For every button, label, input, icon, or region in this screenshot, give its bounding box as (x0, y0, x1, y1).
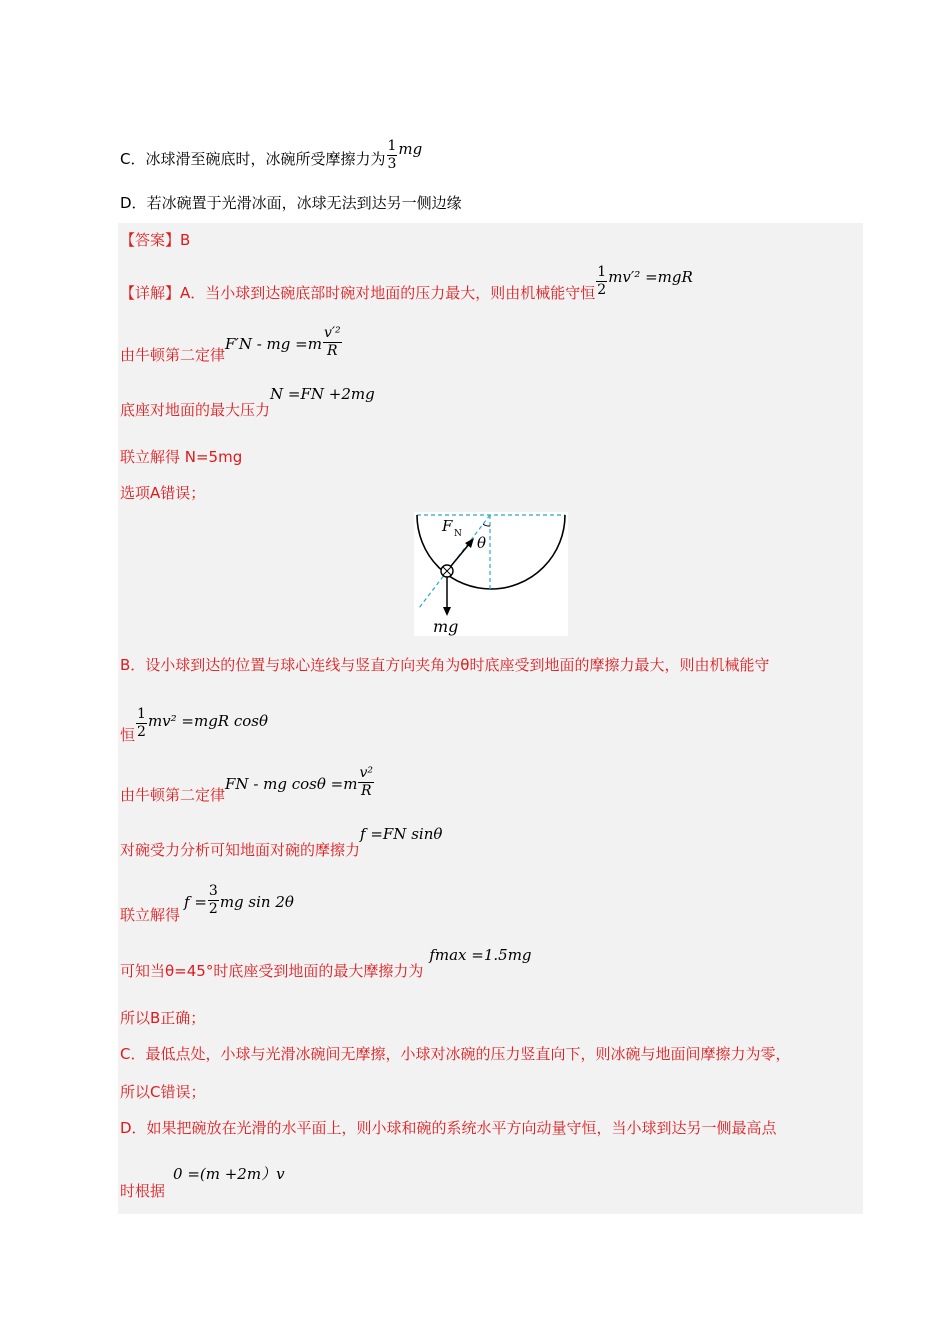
fig-fn-sub: N (454, 529, 462, 539)
fig-theta-label: θ (477, 534, 487, 552)
b-solve-fraction: $\frac{3}{2}$ (208, 883, 218, 917)
option-d-label: D． (120, 194, 147, 212)
b-energy-eq: mv² =mgR cosθ (147, 712, 269, 730)
detail-b-conclude: 所以B正确； (120, 1009, 206, 1027)
fig-fn-label: F (442, 517, 453, 535)
detail-c-text: C．最低点处，小球与光滑冰碗间无摩擦，小球对冰碗的压力竖直向下，则冰碗与地面间摩擦力为零， (120, 1045, 791, 1063)
half-fraction: $\frac{1}{2}$ (597, 264, 607, 298)
detail-a-newton: 由牛顿第二定律F′N - mg =m $\frac{\text{v′²}}{R}$ (120, 325, 341, 364)
detail-a-intro: 【详解】A．当小球到达碗底部时碗对地面的压力最大，则由机械能守恒 $\frac{1}{2}$ mv′² =mgR (120, 264, 693, 302)
detail-a-conclude: 选项A错误； (120, 484, 206, 502)
detail-b-when: 可知当θ=45°时底座受到地面的最大摩擦力为fmax =1.5mg (120, 946, 532, 980)
a-base-eq: N =FN +2mg (270, 385, 375, 403)
d-momentum-eq: 0 =(m +2m）v (173, 1165, 285, 1183)
option-c-label: C． (120, 150, 146, 168)
detail-b-energy: 恒 $\frac{1}{2}$ mv² =mgR cosθ (120, 706, 269, 744)
option-d-text: 若冰碗置于光滑冰面，冰球无法到达另一侧边缘 (146, 194, 462, 212)
detail-b-solve: 联立解得f = $\frac{3}{2}$ mg sin 2θ (120, 883, 294, 924)
option-d (120, 192, 462, 213)
detail-a-base: 底座对地面的最大压力N =FN +2mg (120, 385, 375, 419)
option-c-fraction: $\frac{1}{3}$ (387, 138, 397, 172)
option-c (120, 138, 423, 177)
a-newton-fraction: $\frac{\text{v′²}}{R}$ (323, 325, 341, 359)
answer-prefix: 【答案】 (120, 231, 181, 249)
detail-d-cont: 时根据0 =(m +2m）v (120, 1165, 285, 1200)
detail-c-conclude: 所以C错误； (120, 1083, 206, 1101)
detail-a-solve: 联立解得 N=5mg (120, 448, 243, 466)
detail-b-intro: B．设小球到达的位置与球心连线与竖直方向夹角为θ时底座受到地面的摩擦力最大，则由机械能守 (120, 656, 770, 674)
option-c-text: 冰球滑至碗底时，冰碗所受摩擦力为 (145, 150, 386, 168)
a-newton-eq: F′N - mg =m (225, 335, 322, 353)
option-c-mg: mg (398, 140, 423, 158)
detail-d-text: D．如果把碗放在光滑的水平面上，则小球和碗的系统水平方向动量守恒，当小球到达另一侧最高点 (120, 1119, 777, 1137)
b-half-fraction: $\frac{1}{2}$ (137, 706, 146, 740)
bowl-force-diagram (414, 512, 568, 636)
answer-line (120, 229, 190, 250)
b-friction-eq: f =FN sinθ (360, 825, 443, 843)
b-max-friction-eq: fmax =1.5mg (429, 946, 532, 964)
detail-b-analysis: 对碗受力分析可知地面对碗的摩擦力f =FN sinθ (120, 825, 443, 859)
b-newton-fraction: $\frac{\text{v²}}{R}$ (359, 765, 373, 799)
a-energy-eq: mv′² =mgR (608, 268, 693, 286)
bowl-diagram-svg (414, 512, 568, 636)
detail-b-newton: 由牛顿第二定律FN - mg cosθ =m $\frac{\text{v²}}{R}$ (120, 765, 373, 804)
fig-mg-label: mg (433, 617, 459, 636)
b-newton-eq: FN - mg cosθ =m (225, 775, 358, 793)
answer-value: B (180, 231, 191, 249)
